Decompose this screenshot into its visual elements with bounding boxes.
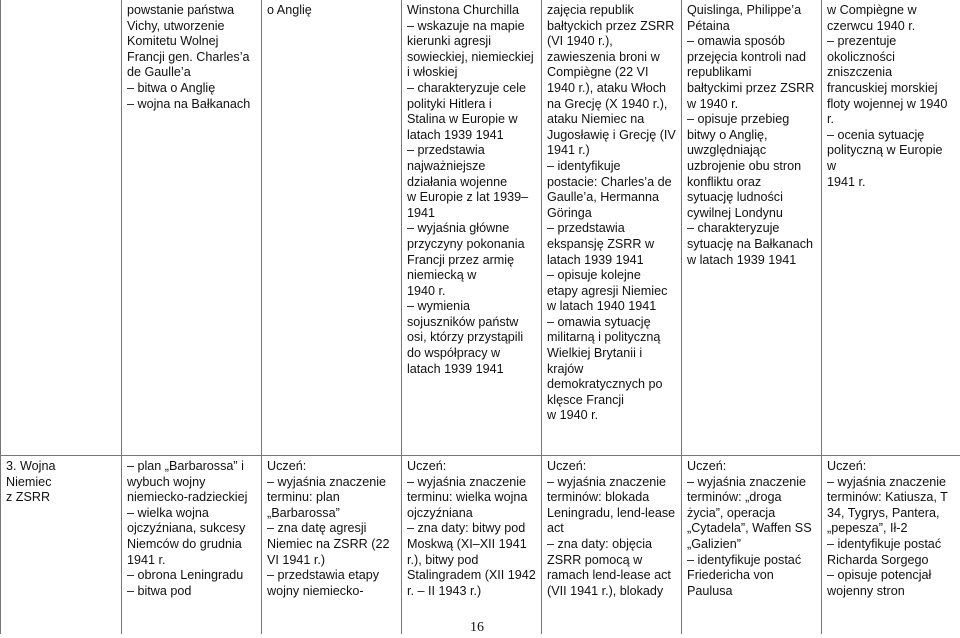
cell-text-line: zawieszenia broni w — [547, 49, 660, 64]
cell-text-line: Vichy, utworzenie — [127, 18, 225, 33]
cell-text-line: – opisuje przebieg — [687, 112, 790, 127]
cell-text-line: w latach 1940 1941 — [547, 299, 657, 314]
cell-text-line: Moskwą (XI–XII 1941 — [407, 536, 527, 551]
cell-text-line: – wyjaśnia znaczenie — [827, 474, 947, 489]
cell-text-line: VI 1941 r.) — [267, 552, 326, 567]
cell-text-line: ojczyźniana, sukcesy — [127, 521, 246, 536]
requirement-cell — [262, 456, 402, 635]
cell-text-line: sytuację na Bałkanach — [687, 236, 814, 251]
cell-text-line: Wielkiej Brytanii i — [547, 346, 643, 361]
page-number: 16 — [470, 620, 484, 635]
cell-text-line: postacie: Charles’a de — [547, 174, 672, 189]
cell-text-line: floty wojennej w 1940 — [827, 96, 948, 111]
cell-text-line: terminów: blokada — [547, 490, 650, 505]
cell-text-line: Stalina w Europie w — [407, 112, 518, 127]
cell-text-line: zajęcia republik — [547, 3, 634, 17]
cell-text-line: – wyjaśnia znaczenie — [687, 474, 807, 489]
cell-text-line: (VI 1940 r.), — [547, 34, 613, 49]
cell-text-line: sytuację ludności — [687, 190, 783, 205]
cell-text-line: demokratycznych po — [547, 377, 663, 392]
cell-text-line: Niemców do grudnia — [127, 536, 242, 551]
cell-text-line: – przedstawia — [547, 221, 625, 236]
cell-text-line: ekspansję ZSRR w — [547, 236, 655, 251]
cell-text-line: Göringa — [547, 205, 592, 220]
cell-text-line: – zna datę agresji — [267, 521, 367, 536]
cell-text-line: w Europie z lat 1939– — [407, 190, 529, 205]
cell-text-line: r. — [827, 112, 834, 127]
requirement-cell — [402, 456, 542, 635]
cell-text-line: bałtyckimi przez ZSRR — [687, 80, 815, 95]
cell-text-line: w latach 1939 1941 — [687, 252, 797, 267]
cell-text-line: niemiecką w — [407, 268, 477, 283]
cell-text-line: latach 1939 1941 — [547, 252, 644, 267]
cell-text-line: Uczeń: — [267, 459, 307, 473]
cell-text-line: francuskiej morskiej — [827, 80, 938, 95]
cell-text-line: – wymienia — [407, 299, 470, 314]
cell-text-line: w 1940 r. — [547, 408, 599, 423]
cell-text-line: bitwy o Anglię, — [687, 127, 768, 142]
cell-text-line: Uczeń: — [407, 459, 447, 473]
cell-text-line: Francji przez armię — [407, 252, 515, 267]
requirement-cell — [822, 0, 960, 456]
cell-text-line: okoliczności zniszczenia — [827, 49, 895, 80]
cell-text-line: z ZSRR — [6, 490, 51, 505]
cell-text-line: Niemiec na ZSRR (22 — [267, 536, 390, 551]
cell-text-line: – ocenia sytuację — [827, 127, 925, 142]
cell-text-line: kierunki agresji — [407, 34, 491, 49]
cell-text-line: – wyjaśnia główne — [407, 221, 510, 236]
cell-text-line: najważniejsze — [407, 158, 486, 173]
cell-text-line: – opisuje potencjał — [827, 568, 932, 583]
cell-text-line: – wyjaśnia znaczenie — [267, 474, 387, 489]
cell-text-line: republikami — [687, 65, 752, 80]
cell-text-line: – identyfikuje postać — [687, 552, 802, 567]
cell-text-line: Uczeń: — [547, 459, 587, 473]
cell-text-line: bałtyckich przez ZSRR — [547, 18, 675, 33]
lesson-topic-cell — [1, 456, 122, 635]
cell-text-line: – charakteryzuje cele — [407, 80, 527, 95]
cell-text-line: 1941 r.) — [547, 143, 590, 158]
cell-text-line: ramach lend-lease act — [547, 568, 671, 583]
cell-text-line: Quislinga, Philippe’a — [687, 3, 802, 17]
cell-text-line: latach 1939 1941 — [407, 361, 504, 376]
cell-text-line: act — [547, 521, 564, 536]
cell-text-line: Friedericha von — [687, 568, 774, 583]
cell-text-line: osi, którzy przystąpili — [407, 330, 524, 345]
cell-text-line: latach 1939 1941 — [407, 127, 504, 142]
cell-text-line: w 1940 r. — [687, 96, 739, 111]
cell-text-line: do współpracy w — [407, 346, 501, 361]
cell-text-line: 1941 r. — [127, 552, 166, 567]
cell-text-line: Komitetu Wolnej — [127, 34, 219, 49]
cell-text-line: – bitwa o Anglię — [127, 80, 216, 95]
requirement-cell — [542, 456, 682, 635]
cell-text-line: Stalingradem (XII 1942 — [407, 568, 536, 583]
cell-text-line: sojuszników państw — [407, 314, 519, 329]
cell-text-line: – wielka wojna — [127, 505, 209, 520]
cell-text-line: r. – II 1943 r.) — [407, 583, 482, 598]
cell-text-line: przyczyny pokonania — [407, 236, 525, 251]
cell-text-line: Uczeń: — [687, 459, 727, 473]
cell-text-line: wojenny stron — [827, 583, 905, 598]
cell-text-line: de Gaulle’a — [127, 65, 191, 80]
cell-text-line: polityczną w Europie w — [827, 143, 943, 173]
cell-text-line: r.), bitwy pod — [407, 552, 479, 567]
cell-text-line: – prezentuje — [827, 34, 897, 49]
cell-text-line: w Compiègne w — [827, 3, 917, 17]
cell-text-line: uwzględniając — [687, 143, 767, 158]
requirement-cell — [542, 0, 682, 456]
cell-text-line: – omawia sposób — [687, 34, 786, 49]
cell-text-line: – przedstawia — [407, 143, 485, 158]
cell-text-line: – identyfikuje postać — [827, 536, 942, 551]
cell-text-line: Winstona Churchilla — [407, 3, 519, 17]
cell-text-line: 1941 r. — [827, 174, 866, 189]
cell-text-line: niemiecko-radzieckiej — [127, 490, 248, 505]
cell-text-line: ZSRR pomocą w — [547, 552, 643, 567]
cell-text-line: konfliktu oraz — [687, 174, 762, 189]
cell-text-line: Compiègne (22 VI — [547, 65, 649, 80]
requirement-cell — [822, 456, 960, 635]
cell-text-line: – charakteryzuje — [687, 221, 780, 236]
requirement-cell — [682, 456, 822, 635]
cell-text-line: 1940 r.), ataku Włoch — [547, 80, 667, 95]
cell-text-line: – zna daty: objęcia — [547, 536, 653, 551]
cell-text-line: „Barbarossa” — [267, 505, 340, 520]
cell-text-line: (VII 1941 r.), blokady — [547, 583, 664, 598]
cell-text-line: sowieckiej, niemieckiej — [407, 49, 534, 64]
content-cell — [122, 0, 262, 456]
cell-text-line: – bitwa pod — [127, 583, 192, 598]
requirement-cell — [402, 0, 542, 456]
cell-text-line: – identyfikuje — [547, 158, 621, 173]
requirement-cell — [682, 0, 822, 456]
cell-text-line: na Grecję (X 1940 r.), — [547, 96, 668, 111]
cell-text-line: – wojna na Bałkanach — [127, 96, 251, 111]
cell-text-line: powstanie państwa — [127, 3, 235, 17]
cell-text-line: Jugosławię i Grecję (IV — [547, 127, 676, 142]
cell-text-line: terminu: wielka wojna — [407, 490, 528, 505]
cell-text-line: 3. Wojna — [6, 459, 56, 473]
cell-text-line: Francji gen. Charles’a — [127, 49, 250, 64]
cell-text-line: terminów: „droga — [687, 490, 782, 505]
cell-text-line: i włoskiej — [407, 65, 458, 80]
cell-text-line: „pepesza”, Ił-2 — [827, 521, 908, 536]
cell-text-line: – opisuje kolejne — [547, 268, 641, 283]
cell-text-line: działania wojenne — [407, 174, 508, 189]
cell-text-line: – plan „Barbarossa” i — [127, 459, 244, 473]
cell-text-line: polityki Hitlera i — [407, 96, 492, 111]
cell-text-line: ojczyźniana — [407, 505, 473, 520]
cell-text-line: – wyjaśnia znaczenie — [547, 474, 667, 489]
cell-text-line: etapy agresji Niemiec — [547, 283, 668, 298]
cell-text-line: – przedstawia etapy — [267, 568, 380, 583]
cell-text-line: militarną i polityczną — [547, 330, 661, 345]
cell-text-line: o Anglię — [267, 3, 312, 17]
cell-text-line: Uczeń: — [827, 459, 867, 473]
cell-text-line: Niemiec — [6, 474, 52, 489]
cell-text-line: „Galizien” — [687, 536, 741, 551]
table-row — [1, 456, 960, 635]
cell-text-line: życia”, operacja — [687, 505, 776, 520]
cell-text-line: klęsce Francji — [547, 392, 624, 407]
cell-text-line: krajów — [547, 361, 584, 376]
cell-text-line: Gaulle’a, Hermanna — [547, 190, 660, 205]
requirement-cell — [262, 0, 402, 456]
cell-text-line: terminu: plan — [267, 490, 340, 505]
cell-text-line: – wskazuje na mapie — [407, 18, 525, 33]
cell-text-line: terminów: Katiusza, T — [827, 490, 948, 505]
cell-text-line: „Cytadela”, Waffen SS — [687, 521, 812, 536]
cell-text-line: 1941 — [407, 205, 436, 220]
cell-text-line: – zna daty: bitwy pod — [407, 521, 526, 536]
lesson-topic-cell — [1, 0, 122, 456]
cell-text-line: Leningradu, lend-lease — [547, 505, 676, 520]
cell-text-line: – obrona Leningradu — [127, 568, 244, 583]
cell-text-line: uzbrojenie obu stron — [687, 158, 802, 173]
cell-text-line: 1940 r. — [407, 283, 446, 298]
cell-text-line: Richarda Sorgego — [827, 552, 929, 567]
table-row — [1, 0, 960, 456]
cell-text-line: – omawia sytuację — [547, 314, 651, 329]
cell-text-line: – wyjaśnia znaczenie — [407, 474, 527, 489]
cell-text-line: wybuch wojny — [127, 474, 206, 489]
cell-text-line: 34, Tygrys, Pantera, — [827, 505, 940, 520]
cell-text-line: przejęcia kontroli nad — [687, 49, 807, 64]
cell-text-line: wojny niemiecko- — [267, 583, 364, 598]
cell-text-line: cywilnej Londynu — [687, 205, 783, 220]
cell-text-line: czerwcu 1940 r. — [827, 18, 916, 33]
content-cell — [122, 456, 262, 635]
cell-text-line: Paulusa — [687, 583, 733, 598]
cell-text-line: ataku Niemiec na — [547, 112, 645, 127]
cell-text-line: Pétaina — [687, 18, 730, 33]
